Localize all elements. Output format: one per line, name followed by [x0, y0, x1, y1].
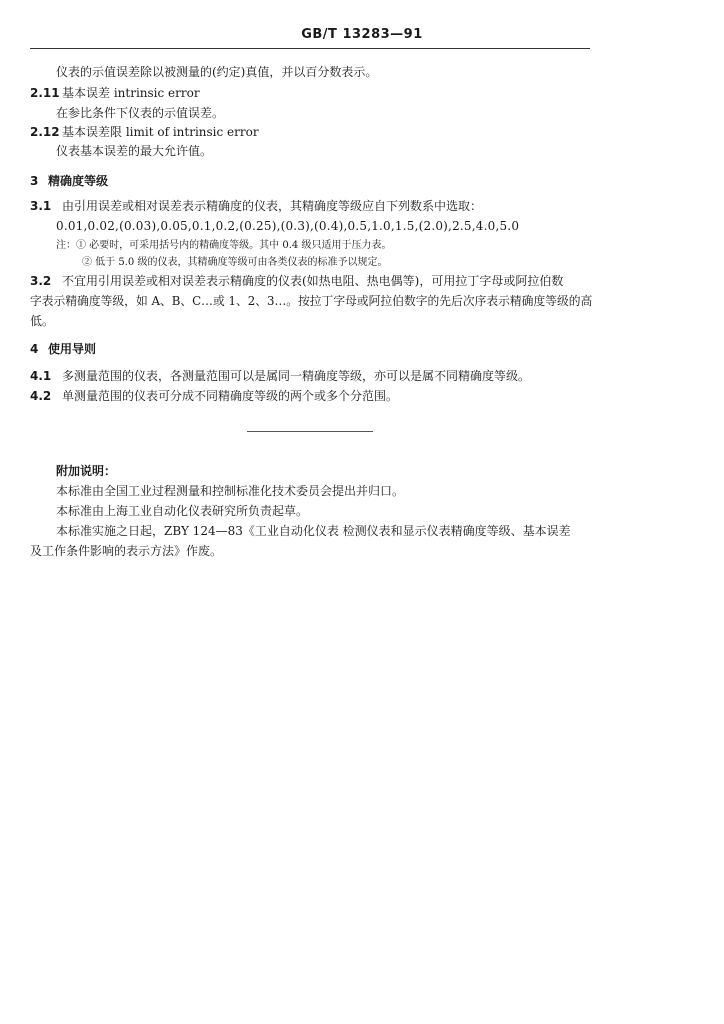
appendix-title: 附加说明：	[56, 464, 117, 478]
clause-2-10-continuation: 仪表的示值误差除以被测量的(约定)真值，并以百分数表示。	[56, 65, 378, 79]
appendix-paragraph-3-line1: 本标准实施之日起，ZBY 124—83《工业自动化仪表 检测仪表和显示仪表精确度等级、基本误差	[56, 524, 571, 538]
clause-4-2	[30, 388, 398, 404]
clause-4-1	[30, 368, 530, 384]
clause-number: 2.11	[30, 86, 60, 100]
clause-3-2-line1	[30, 273, 563, 289]
appendix-paragraph-2: 本标准由上海工业自动化仪表研究所负责起草。	[56, 504, 309, 518]
clause-text: 不宜用引用误差或相对误差表示精确度的仪表(如热电阻、热电偶等)，可用拉丁字母或阿拉伯数	[62, 274, 564, 288]
standard-code-header: GB/T 13283—91	[301, 27, 423, 42]
clause-2-11-heading	[30, 85, 200, 101]
clause-title: 基本误差限 limit of intrinsic error	[62, 125, 259, 139]
section-4-heading	[30, 341, 96, 357]
clause-2-11-body: 在参比条件下仪表的示值误差。	[56, 106, 225, 120]
section-3-heading	[30, 173, 108, 189]
section-number: 4	[30, 342, 39, 356]
header-rule	[30, 48, 590, 49]
clause-2-12-body: 仪表基本误差的最大允许值。	[56, 144, 213, 158]
clause-number: 2.12	[30, 125, 60, 139]
note-1: 注：① 必要时，可采用括号内的精确度等级。其中 0.4 级只适用于压力表。	[56, 240, 392, 251]
end-separator	[247, 431, 373, 432]
clause-title: 基本误差 intrinsic error	[62, 86, 200, 100]
clause-number: 3.2	[30, 274, 52, 288]
clause-3-2-line3: 低。	[30, 314, 55, 328]
clause-number: 3.1	[30, 199, 52, 213]
clause-number: 4.1	[30, 369, 52, 383]
clause-2-12-heading	[30, 124, 259, 140]
clause-text: 由引用误差或相对误差表示精确度的仪表，其精确度等级应自下列数系中选取：	[62, 199, 483, 213]
appendix-paragraph-1: 本标准由全国工业过程测量和控制标准化技术委员会提出并归口。	[56, 484, 405, 498]
section-title: 使用导则	[48, 342, 97, 356]
section-title: 精确度等级	[48, 174, 109, 188]
accuracy-class-series: 0.01,0.02,(0.03),0.05,0.1,0.2,(0.25),(0.3),(0.4),0.5,1.0,1.5,(2.0),2.5,4.0,5.0	[56, 219, 520, 233]
section-number: 3	[30, 174, 39, 188]
clause-3-2-line2: 字表示精确度等级，如 A、B、C…或 1、2、3…。按拉丁字母或阿拉伯数字的先后次序表示精确度等级的高	[30, 294, 593, 308]
note-2: ② 低于 5.0 级的仪表，其精确度等级可由各类仪表的标准予以规定。	[82, 257, 388, 268]
clause-text: 单测量范围的仪表可分成不同精确度等级的两个或多个分范围。	[62, 389, 399, 403]
clause-3-1	[30, 198, 482, 214]
clause-number: 4.2	[30, 389, 52, 403]
appendix-paragraph-3-line2: 及工作条件影响的表示方法》作废。	[30, 544, 223, 558]
clause-text: 多测量范围的仪表，各测量范围可以是属同一精确度等级，亦可以是属不同精确度等级。	[62, 369, 531, 383]
